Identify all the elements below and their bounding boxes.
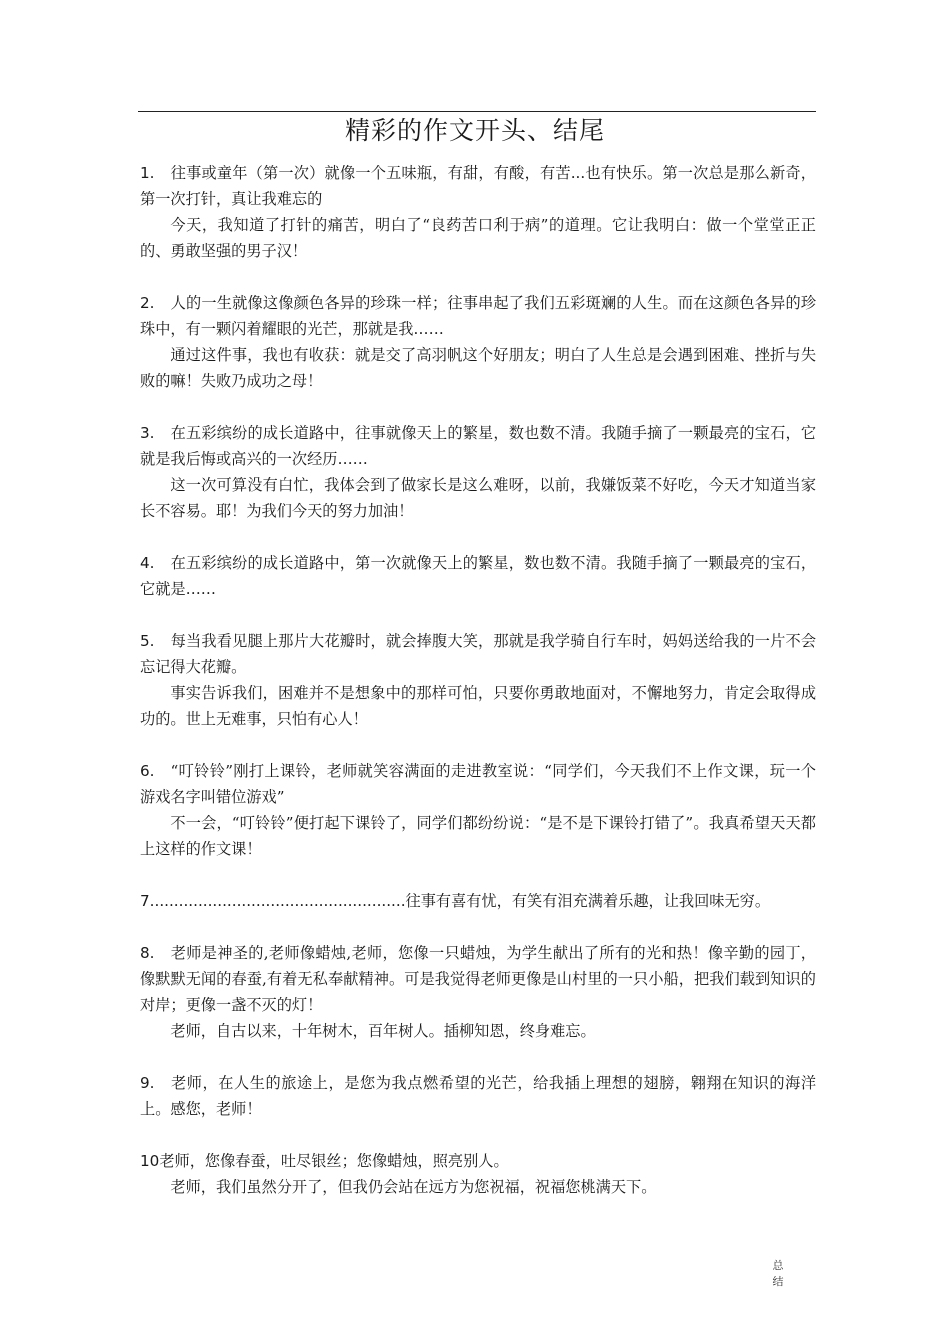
item-number: 3. — [140, 424, 155, 442]
list-item — [140, 550, 816, 602]
item-text: 老师，我们虽然分开了，但我仍会站在远方为您祝福，祝福您桃满天下。 — [170, 1178, 657, 1196]
item-text: 在五彩缤纷的成长道路中，第一次就像天上的繁星，数也数不清。我随手摘了一颗最亮的宝石，它就是…… — [140, 554, 816, 598]
list-item — [140, 1070, 816, 1122]
item-text: 每当我看见腿上那片大花瓣时，就会捧腹大笑，那就是我学骑自行车时，妈妈送给我的一片不会忘记得大花瓣。 — [140, 632, 816, 676]
item-text: 老师，自古以来，十年树木，百年树人。插柳知恩，终身难忘。 — [170, 1022, 596, 1040]
item-text: 老师是神圣的,老师像蜡烛,老师，您像一只蜡烛，为学生献出了所有的光和热！像辛勤的园丁，像默默无闻的春蚕,有着无私奉献精神。可是我觉得老师更像是山村里的一只小船，把我们载到知识的对岸；更像一盏不灭的灯！ — [140, 944, 816, 1014]
item-text: 在五彩缤纷的成长道路中，往事就像天上的繁星，数也数不清。我随手摘了一颗最亮的宝石，它就是我后悔或高兴的一次经历…… — [140, 424, 816, 468]
item-number: 6. — [140, 762, 155, 780]
item-text: 老师，您像春蚕，吐尽银丝；您像蜡烛，照亮别人。 — [159, 1152, 509, 1170]
list-item — [140, 1148, 816, 1200]
item-text: 这一次可算没有白忙，我体会到了做家长是这么难呀，以前，我嫌饭菜不好吃，今天才知道当家长不容易。耶！为我们今天的努力加油！ — [140, 476, 816, 520]
item-number: 2. — [140, 294, 155, 312]
list-item — [140, 160, 816, 264]
item-number: 4. — [140, 554, 155, 572]
item-number: 8. — [140, 944, 155, 962]
item-text: 今天，我知道了打针的痛苦，明白了“良药苦口利于病”的道理。它让我明白：做一个堂堂正正的、勇敢坚强的男子汉！ — [140, 216, 816, 260]
list-item — [140, 758, 816, 862]
footer-char: 总 — [772, 1259, 784, 1272]
item-number: 9. — [140, 1074, 155, 1092]
list-item — [140, 628, 816, 732]
item-text: “叮铃铃”刚打上课铃，老师就笑容满面的走进教室说：“同学们，今天我们不上作文课，玩一个游戏名字叫错位游戏” — [140, 762, 816, 806]
footer-note — [770, 1258, 786, 1290]
dotted-leader: .................................................... — [154, 892, 406, 910]
item-number: 10 — [140, 1152, 160, 1170]
item-number: 7. — [140, 892, 155, 910]
item-text: 往事有喜有忧，有笑有泪充满着乐趣，让我回味无穷。 — [405, 892, 771, 910]
page-title: 精彩的作文开头、结尾 — [344, 116, 605, 145]
item-number: 5. — [140, 632, 155, 650]
list-item — [140, 940, 816, 1044]
item-text: 通过这件事，我也有收获：就是交了高羽帆这个好朋友；明白了人生总是会遇到困难、挫折与失败的嘛！失败乃成功之母！ — [140, 346, 816, 390]
list-item — [140, 290, 816, 394]
item-number: 1. — [140, 164, 155, 182]
list-item — [140, 888, 816, 914]
footer-char: 结 — [772, 1275, 784, 1288]
document-body — [140, 160, 816, 1226]
item-text: 事实告诉我们，困难并不是想象中的那样可怕，只要你勇敢地面对，不懈地努力，肯定会取得成功的。世上无难事，只怕有心人！ — [140, 684, 816, 728]
item-text: 往事或童年（第一次）就像一个五味瓶，有甜，有酸，有苦...也有快乐。第一次总是那么新奇，第一次打针，真让我难忘的 — [140, 164, 816, 208]
header-rule — [138, 111, 816, 112]
list-item — [140, 420, 816, 524]
item-text: 老师，在人生的旅途上，是您为我点燃希望的光芒，给我插上理想的翅膀，翱翔在知识的海洋上。感您，老师！ — [140, 1074, 816, 1118]
item-text: 人的一生就像这像颜色各异的珍珠一样；往事串起了我们五彩斑斓的人生。而在这颜色各异的珍珠中，有一颗闪着耀眼的光芒，那就是我…… — [140, 294, 816, 338]
item-text: 不一会，“叮铃铃”便打起下课铃了，同学们都纷纷说：“是不是下课铃打错了”。我真希望天天都上这样的作文课！ — [140, 814, 816, 858]
